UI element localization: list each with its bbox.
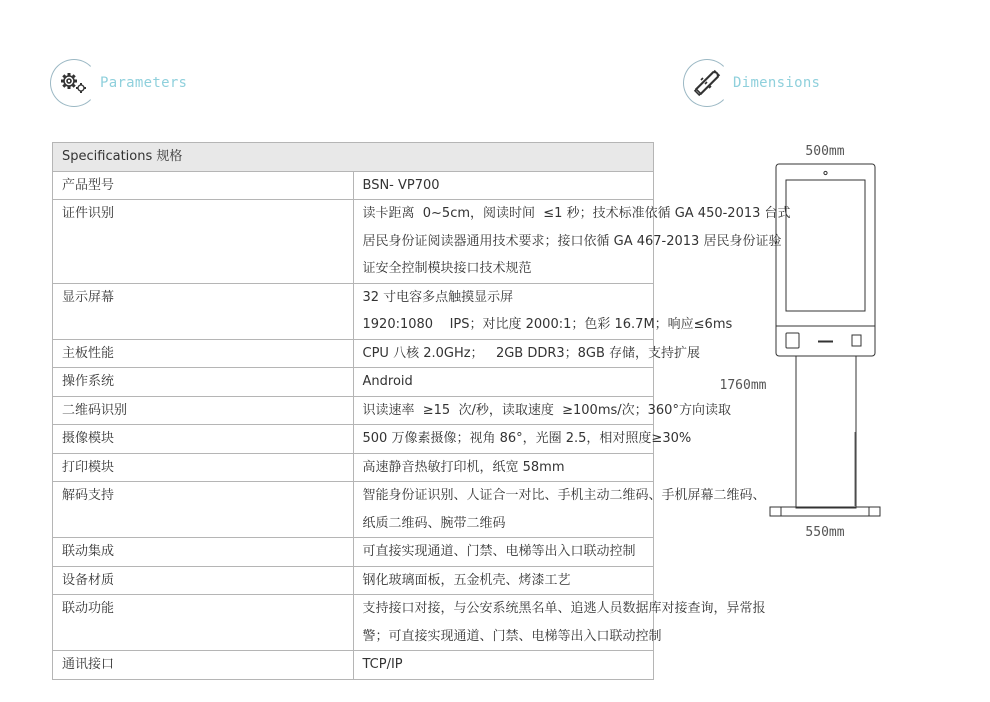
spec-value-line: CPU 八核 2.0GHz； 2GB DDR3；8GB 存储，支持扩展 [362,345,701,361]
spec-label-cell: 证件识别 [53,200,354,284]
kiosk-camera [824,171,827,174]
spec-label-cell: 联动功能 [53,595,354,651]
spec-value-line: 高速静音热敏打印机，纸宽 58mm [362,459,565,475]
spec-value-line: 智能身份证识别、人证合一对比、手机主动二维码、手机屏幕二维码、 [362,488,766,503]
spec-value-line: 警；可直接实现通道、门禁、电梯等出入口联动控制 [362,628,662,644]
kiosk-screen [786,180,865,311]
kiosk-card-reader [786,333,799,348]
dimensions-title: Dimensions [733,75,821,91]
spec-value-line: 钢化玻璃面板，五金机壳、烤漆工艺 [362,572,571,588]
spec-value-line: 支持接口对接，与公安系统黑名单、追逃人员数据库对接查询，异常报 [362,601,766,616]
dimension-width-label: 500mm [805,144,845,159]
spec-label-cell: 设备材质 [53,566,354,595]
kiosk-scanner [852,335,861,346]
spec-label-cell: 操作系统 [53,368,354,397]
spec-label-cell: 解码支持 [53,482,354,538]
spec-label-cell: 主板性能 [53,339,354,368]
spec-label-cell: 二维码识别 [53,396,354,425]
kiosk-body [776,164,875,356]
spec-value-line: 纸质二维码、腕带二维码 [362,515,506,531]
spec-label-cell: 联动集成 [53,538,354,567]
spec-label-cell: 摄像模块 [53,425,354,454]
spec-value-line: TCP/IP [362,657,403,672]
spec-label-cell: 产品型号 [53,171,354,200]
dimension-base-label: 550mm [805,525,845,540]
spec-value-line: 居民身份证阅读器通用技术要求；接口依循 GA 467-2013 居民身份证验 [362,233,782,249]
spec-value-line: 可直接实现通道、门禁、电梯等出入口联动控制 [362,544,636,559]
table-header-cell: Specifications 规格 [53,143,654,172]
dimension-height-label: 1760mm [719,378,767,393]
spec-label-cell: 显示屏幕 [53,283,354,339]
spec-value-line: 证安全控制模块接口技术规范 [362,261,532,276]
spec-value-line: 识读速率 ≥15 次/秒，读取速度 ≥100ms/次；360°方向读取 [362,402,731,418]
spec-value-line: Android [362,374,413,389]
kiosk-pole [796,356,856,508]
parameters-title: Parameters [100,75,188,91]
spec-label-cell: 通讯接口 [53,651,354,680]
spec-value-line: 读卡距离 0~5cm，阅读时间 ≤1 秒；技术标准依循 GA 450-2013 台式 [362,206,791,221]
spec-value-line: 1920:1080 IPS；对比度 2000:1；色彩 16.7M；响应≤6ms [362,317,733,332]
spec-value-line: BSN- VP700 [362,177,440,193]
spec-value-line: 32 寸电容多点触摸显示屏 [362,289,514,305]
spec-label-cell: 打印模块 [53,453,354,482]
spec-value-line: 500 万像素摄像；视角 86°，光圈 2.5，相对照度≥30% [362,431,692,446]
